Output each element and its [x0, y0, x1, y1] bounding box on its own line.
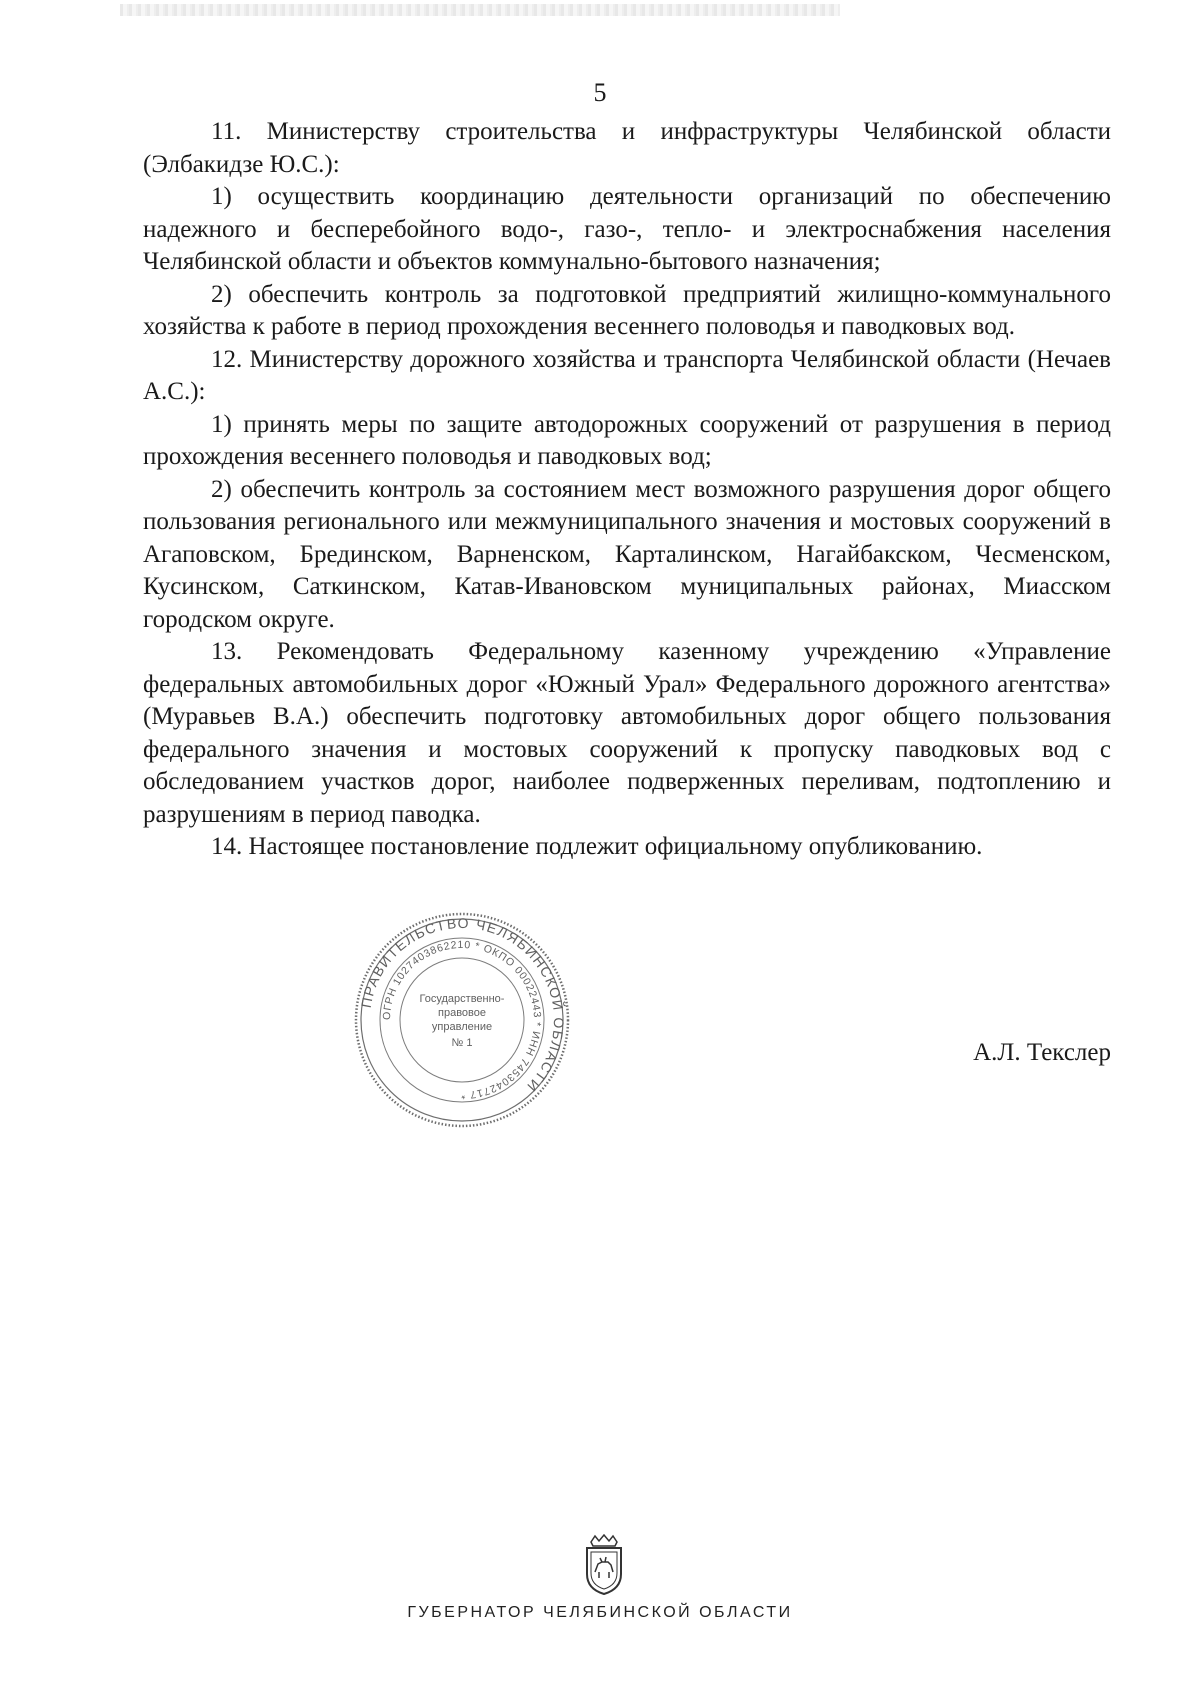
page-number: 5	[593, 78, 607, 107]
paragraph-12-item-2: 2) обеспечить контроль за состоянием мест возможного разрушения дорог общего пользования регионального или межмуниципального значения и мостовых сооружений в Агаповском, Брединском, Варненском, Карталинском, Нагайбакском, Чесменском, Кусинском, Саткинском, Катав-Ивановском муниципальных районах, Миасском городском округе.	[143, 475, 1111, 633]
seal-center-line-3: управление	[431, 1021, 493, 1033]
seal-center-line-1: Государственно-	[419, 993, 505, 1005]
seal-center-line-2: правовое	[438, 1007, 486, 1019]
seal-inner-ring-text	[381, 939, 543, 1101]
document-body	[143, 116, 1111, 864]
paragraph-11-item-1: 1) осуществить координацию деятельности организаций по обеспечению надежного и бесперебойного водо-, газо-, тепло- и электроснабжения населения Челябинской области и объектов коммунально-бытового назначения;	[143, 183, 1111, 275]
footer-organization-title: ГУБЕРНАТОР ЧЕЛЯБИНСКОЙ ОБЛАСТИ	[407, 1604, 793, 1621]
paragraph-13: 13. Рекомендовать Федеральному казенному учреждению «Управление федеральных автомобильных дорог «Южный Урал» Федерального дорожного агентства» (Муравьев В.А.) обеспечить подготовку автомобильных дорог общего пользования федерального значения и мостовых сооружений к пропуску паводковых вод с обследованием участков дорог, наиболее подверженных переливам, подтоплению и разрушениям в период паводка.	[143, 638, 1111, 828]
official-seal	[352, 910, 572, 1130]
scan-artifact-strip	[120, 4, 840, 16]
paragraph-12: 12. Министерству дорожного хозяйства и транспорта Челябинской области (Нечаев А.С.):	[143, 345, 1111, 405]
signatory-name: А.Л. Текслер	[973, 1039, 1111, 1066]
seal-inner-ring-path: ОГРН 1027403862210 * ОКПО 00022443 * ИНН 7453042717 *	[380, 938, 544, 1102]
seal-center-line-4: № 1	[451, 1037, 473, 1049]
seal-outer-ring-path: ПРАВИТЕЛЬСТВО ЧЕЛЯБИНСКОЙ ОБЛАСТИ	[357, 914, 568, 1096]
paragraph-11: 11. Министерству строительства и инфраструктуры Челябинской области (Элбакидзе Ю.С.):	[143, 118, 1111, 178]
coat-of-arms-icon	[581, 1534, 627, 1596]
paragraph-12-item-1: 1) принять меры по защите автодорожных сооружений от разрушения в период прохождения весеннего половодья и паводковых вод;	[143, 410, 1111, 470]
paragraph-11-item-2: 2) обеспечить контроль за подготовкой предприятий жилищно-коммунального хозяйства к работе в период прохождения весеннего половодья и паводковых вод.	[143, 280, 1111, 340]
paragraph-14: 14. Настоящее постановление подлежит официальному опубликованию.	[211, 833, 983, 860]
